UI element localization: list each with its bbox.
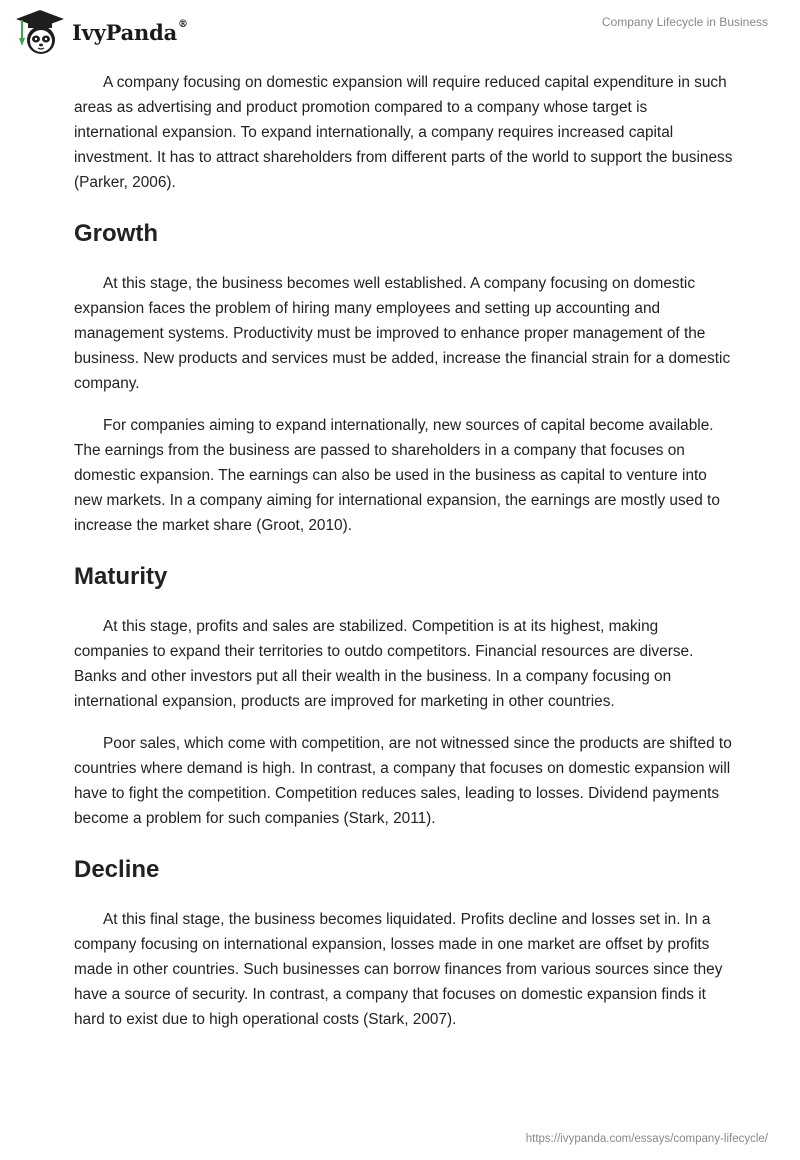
paragraph: A company focusing on domestic expansion will require reduced capital expenditure in such areas as advertising and product promotion compared to a company whose target is international expansion. To expand internationally, a company requires increased capital investment. It has to attract shareholders from different parts of the world to support the business (Parker, 2006). (74, 74, 733, 191)
source-url[interactable]: https://ivypanda.com/essays/company-lifecycle/ (525, 1133, 768, 1145)
section-heading-maturity: Maturity (74, 563, 168, 590)
paragraph: At this final stage, the business becomes liquidated. Profits decline and losses set in. In a company focusing on international expansion, losses made in one market are offset by profits made in other countries. Such businesses can borrow finances from various sources since they have a source of security. In contrast, a company that focuses on domestic expansion finds it hard to exist due to high operational costs (Stark, 2007). (74, 911, 723, 1028)
paragraph: At this stage, profits and sales are stabilized. Competition is at its highest, making companies to expand their territories to outdo competitors. Financial resources are diverse. Banks and other investors put all their wealth in the business. In a company focusing on international expansion, products are improved for marketing in other countries. (74, 618, 694, 710)
paragraph: Poor sales, which come with competition, are not witnessed since the products are shifted to countries where demand is high. In contrast, a company that focuses on domestic expansion will have to fight the competition. Competition reduces sales, leading to losses. Dividend payments become a problem for such companies (Stark, 2011). (74, 735, 732, 827)
panda-graduation-icon (14, 8, 66, 56)
essay-body (74, 70, 734, 1049)
paragraph: At this stage, the business becomes well established. A company focusing on domestic expansion faces the problem of hiring many employees and setting up accounting and management systems. Productivity must be improved to enhance proper management of the business. New products and services must be added, increase the financial strain for a domestic company. (74, 275, 731, 392)
section-heading-decline: Decline (74, 856, 160, 883)
brand-name: IvyPanda® (72, 18, 188, 45)
ivypanda-logo[interactable] (14, 8, 188, 56)
paragraph: For companies aiming to expand internationally, new sources of capital become available. The earnings from the business are passed to shareholders in a company that focuses on domestic expansion. The earnings can also be used in the business as capital to venture into new markets. In a company aiming for international expansion, the earnings are mostly used to increase the market share (Groot, 2010). (74, 417, 720, 534)
section-heading-growth: Growth (74, 220, 158, 247)
page-header (0, 0, 800, 66)
document-title: Company Lifecycle in Business (601, 15, 768, 29)
